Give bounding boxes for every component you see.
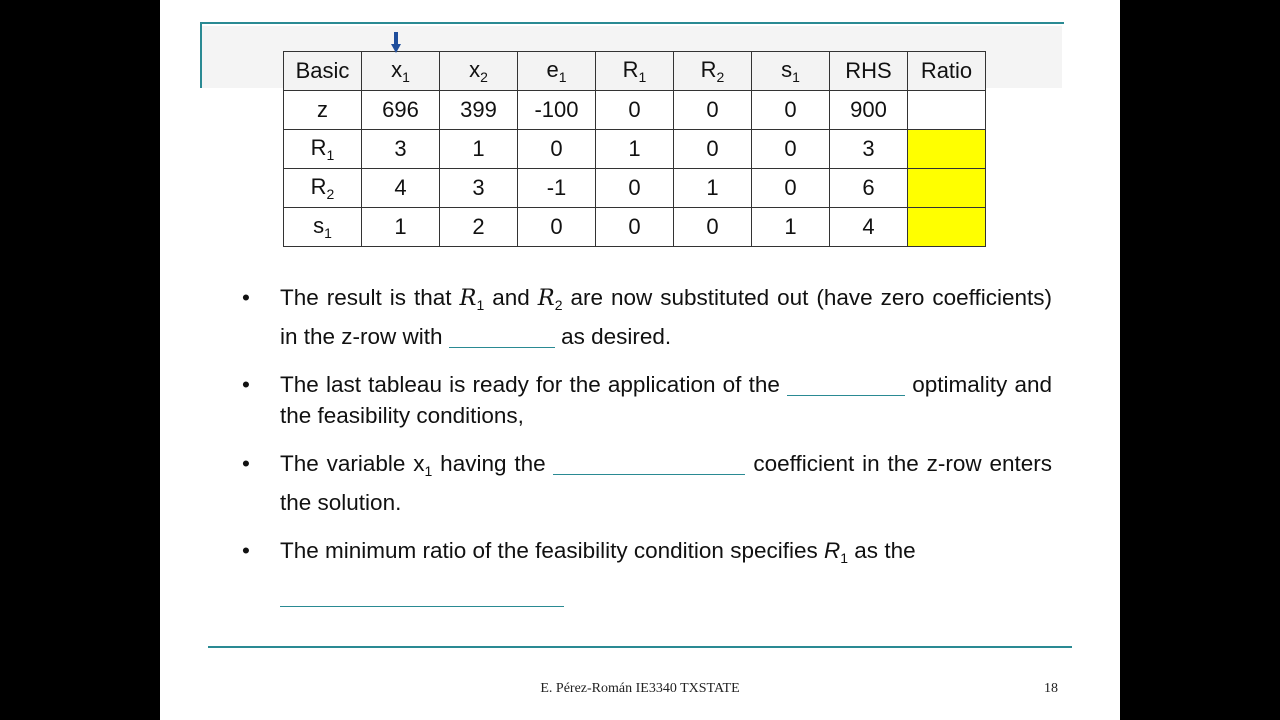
- bullet-text: as the: [848, 538, 916, 563]
- subscript: 1: [424, 463, 433, 479]
- cell-text: 2: [472, 214, 485, 239]
- subscript: 2: [326, 186, 335, 202]
- subscript: 1: [792, 69, 800, 85]
- value-cell: [752, 91, 830, 130]
- value-cell: [596, 91, 674, 130]
- cell-text: -1: [546, 175, 567, 200]
- cell-text: Ratio: [920, 58, 973, 83]
- cell-text: 1: [706, 175, 719, 200]
- subscript: 1: [326, 147, 335, 163]
- footer-text: E. Pérez-Román IE3340 TXSTATE: [540, 681, 740, 696]
- value-cell: [674, 208, 752, 247]
- cell-text: R: [700, 57, 717, 82]
- answer-blank[interactable]: [553, 452, 745, 475]
- value-cell: [440, 169, 518, 208]
- table-row: [284, 91, 986, 130]
- left-rule: [200, 22, 202, 88]
- slide: [160, 0, 1120, 720]
- header-cell: [284, 52, 362, 91]
- answer-blank[interactable]: [449, 325, 555, 348]
- cell-text: 0: [550, 136, 563, 161]
- table-row: [284, 208, 986, 247]
- value-cell: [362, 91, 440, 130]
- cell-text: R: [622, 57, 639, 82]
- cell-text: 3: [394, 136, 407, 161]
- ratio-cell: [908, 130, 986, 169]
- value-cell: [830, 169, 908, 208]
- bottom-rule: [208, 646, 1072, 648]
- value-cell: [518, 91, 596, 130]
- bullet-list: [240, 282, 1052, 628]
- value-cell: [752, 130, 830, 169]
- cell-text: 1: [628, 136, 641, 161]
- ratio-cell: [908, 169, 986, 208]
- bullet-text: and: [484, 285, 538, 310]
- cell-text: z: [317, 97, 328, 122]
- table-row: [284, 169, 986, 208]
- value-cell: [518, 208, 596, 247]
- subscript: 2: [716, 69, 725, 85]
- header-cell: [596, 52, 674, 91]
- cell-text: 0: [550, 214, 563, 239]
- value-cell: [830, 130, 908, 169]
- value-cell: [440, 91, 518, 130]
- cell-text: 0: [628, 175, 641, 200]
- header-cell: [362, 52, 440, 91]
- cell-text: 0: [784, 97, 797, 122]
- bullet-text: coefficient in the z-row enters the solution.: [280, 451, 1052, 515]
- math-variable: R: [459, 285, 477, 311]
- cell-text: R: [310, 174, 327, 199]
- cell-text: e: [546, 57, 559, 82]
- value-cell: [362, 169, 440, 208]
- bullet-item: [240, 282, 1052, 352]
- value-cell: [362, 208, 440, 247]
- header-cell: [674, 52, 752, 91]
- page-number: 18: [1044, 681, 1058, 696]
- basic-variable-cell: [284, 91, 362, 130]
- value-cell: [830, 91, 908, 130]
- cell-text: 3: [862, 136, 875, 161]
- header-cell: [908, 52, 986, 91]
- basic-variable-cell: [284, 208, 362, 247]
- cell-text: 1: [472, 136, 485, 161]
- basic-variable-cell: [284, 130, 362, 169]
- value-cell: [596, 169, 674, 208]
- math-variable: R: [824, 538, 841, 563]
- bullet-marker: •: [242, 451, 250, 476]
- subscript: 1: [324, 225, 332, 241]
- value-cell: [440, 208, 518, 247]
- header-cell: [830, 52, 908, 91]
- cell-text: 399: [460, 97, 497, 122]
- cell-text: 696: [382, 97, 419, 122]
- answer-blank[interactable]: [787, 373, 905, 396]
- subscript: 1: [476, 297, 485, 313]
- cell-text: 0: [784, 175, 797, 200]
- value-cell: [674, 130, 752, 169]
- cell-text: 900: [850, 97, 887, 122]
- cell-text: 1: [784, 214, 797, 239]
- value-cell: [596, 130, 674, 169]
- header-cell: [518, 52, 596, 91]
- cell-text: 6: [862, 175, 875, 200]
- value-cell: [518, 169, 596, 208]
- bullet-marker: •: [242, 538, 250, 563]
- ratio-cell: [908, 91, 986, 130]
- cell-text: x: [391, 57, 403, 82]
- cell-text: R: [310, 135, 327, 160]
- cell-text: 0: [706, 214, 719, 239]
- cell-text: 0: [628, 214, 641, 239]
- bullet-text: having the: [432, 451, 554, 476]
- answer-blank[interactable]: [280, 584, 564, 607]
- header-cell: [440, 52, 518, 91]
- bullet-text: The minimum ratio of the feasibility condition specifies: [280, 538, 824, 563]
- bullet-item: [240, 535, 1052, 611]
- bullet-item: [240, 448, 1052, 518]
- bullet-text: The last tableau is ready for the application of the: [280, 372, 788, 397]
- bullet-text: are now substituted out (have zero coefficients) in the z-row with: [280, 285, 1053, 349]
- bullet-text: as desired.: [554, 324, 672, 349]
- cell-text: s: [781, 57, 793, 82]
- subscript: 1: [840, 550, 849, 566]
- value-cell: [518, 130, 596, 169]
- cell-text: 4: [394, 175, 407, 200]
- cell-text: x: [469, 57, 481, 82]
- cell-text: RHS: [845, 58, 892, 83]
- header-cell: [752, 52, 830, 91]
- subscript: 2: [554, 297, 563, 313]
- math-variable: R: [537, 285, 555, 311]
- cell-text: 4: [862, 214, 875, 239]
- subscript: 1: [638, 69, 647, 85]
- table-header-row: [284, 52, 986, 91]
- value-cell: [830, 208, 908, 247]
- cell-text: 3: [472, 175, 485, 200]
- cell-text: 0: [784, 136, 797, 161]
- value-cell: [752, 169, 830, 208]
- cell-text: -100: [534, 97, 579, 122]
- bullet-marker: •: [242, 372, 250, 397]
- top-rule: [200, 22, 1064, 24]
- cell-text: 1: [394, 214, 407, 239]
- bullet-marker: •: [242, 285, 250, 310]
- ratio-cell: [908, 208, 986, 247]
- subscript: 1: [558, 69, 567, 85]
- subscript: 2: [480, 69, 488, 85]
- table-row: [284, 130, 986, 169]
- mouse-pointer-icon: [390, 32, 404, 54]
- cell-text: 0: [706, 97, 719, 122]
- cell-text: s: [313, 213, 325, 238]
- value-cell: [752, 208, 830, 247]
- subscript: 1: [402, 69, 410, 85]
- cell-text: 0: [628, 97, 641, 122]
- cell-text: Basic: [295, 58, 350, 83]
- value-cell: [362, 130, 440, 169]
- cell-text: 0: [706, 136, 719, 161]
- bullet-text: optimality and the feasibility conditions,: [280, 372, 1052, 428]
- bullet-text: The variable x: [280, 451, 425, 476]
- value-cell: [674, 91, 752, 130]
- value-cell: [596, 208, 674, 247]
- bullet-text: The result is that: [280, 285, 460, 310]
- bullet-item: [240, 369, 1052, 431]
- value-cell: [440, 130, 518, 169]
- basic-variable-cell: [284, 169, 362, 208]
- value-cell: [674, 169, 752, 208]
- simplex-tableau: [283, 51, 986, 247]
